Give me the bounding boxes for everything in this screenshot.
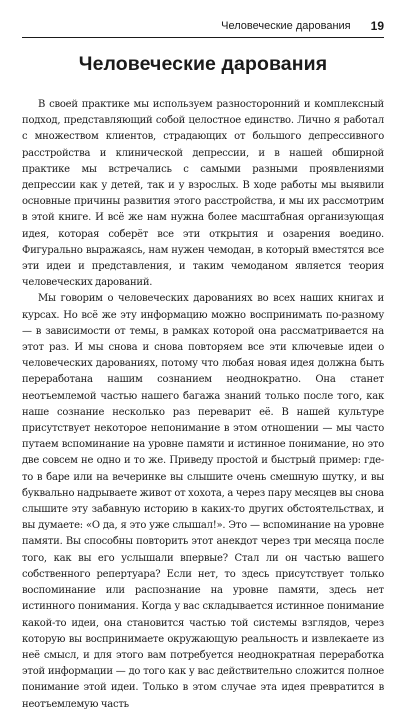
page-number: 19 (370, 19, 384, 33)
running-title: Человеческие дарования (221, 20, 351, 32)
chapter-title: Человеческие дарования (78, 53, 328, 75)
page-header (22, 16, 384, 36)
paragraph-1: В своей практике мы используем разносторонний и комплексный подход, представляющий собой целостное единство. Лично я работал с множеством клиентов, страдающих от большого депрессивного расстройства и клинической депрессии, и в нашей обширной практике мы встречались с самыми разными проявлениями депрессии как у детей, так и у взрослых. В ходе работы мы выявили основные причины развития этого расстройства, и мы их рассмотрим в этой книге. И всё же нам нужна более масштабная организующая идея, которая соберёт все эти открытия и озарения воедино. Фигурально выражаясь, нам нужен чемодан, в который вместятся все эти идеи и представления, и таким чемоданом является теория человеческих дарований. (22, 99, 384, 289)
body-text (22, 97, 384, 713)
paragraph-2: Мы говорим о человеческих дарованиях во всех наших книгах и курсах. Но всё же эту информацию можно воспринимать по-разному — в зависимости от темы, в рамках которой она рассматривается на этот раз. И мы снова и снова повторяем все эти ключевые идеи о человеческих дарованиях, потому что любая новая идея должна быть переработана нашим сознанием неоднократно. Она станет неотъемлемой частью нашего багажа знаний только после того, как наше сознание несколько раз переварит её. В нашей культуре присутствует некоторое непонимание в этом отношении — мы часто путаем вспоминание на уровне памяти и истинное понимание, но это две совсем не одно и то же. Приведу простой и быстрый пример: где-то в баре или на вечеринке вы слышите очень смешную шутку, и вы буквально надрываете живот от хохота, а через пару месяцев вы снова слышите эту забавную историю в каких-то других обстоятельствах, и вы думаете: «О да, я это уже слышал!». Это — вспоминание на уровне памяти. Вы способны повторить этот анекдот через три месяца после того, как вы его услышали впервые? Стал ли он частью вашего собственного репертуара? Если нет, то здесь присутствует только воспоминание или распознание на уровне памяти, здесь нет истинного понимания. Когда у вас складывается истинное понимание какой-то идеи, она становится частью той системы взглядов, через которую вы воспринимаете окружающую реальность и извлекаете из неё смысл, и для этого вам потребуется неоднократная переработка этой информации — до того как у вас действительно сложится полное понимание этой идеи. Только в этом случае эта идея превратится в неотъемлемую часть (22, 293, 384, 710)
header-rule (22, 37, 384, 38)
